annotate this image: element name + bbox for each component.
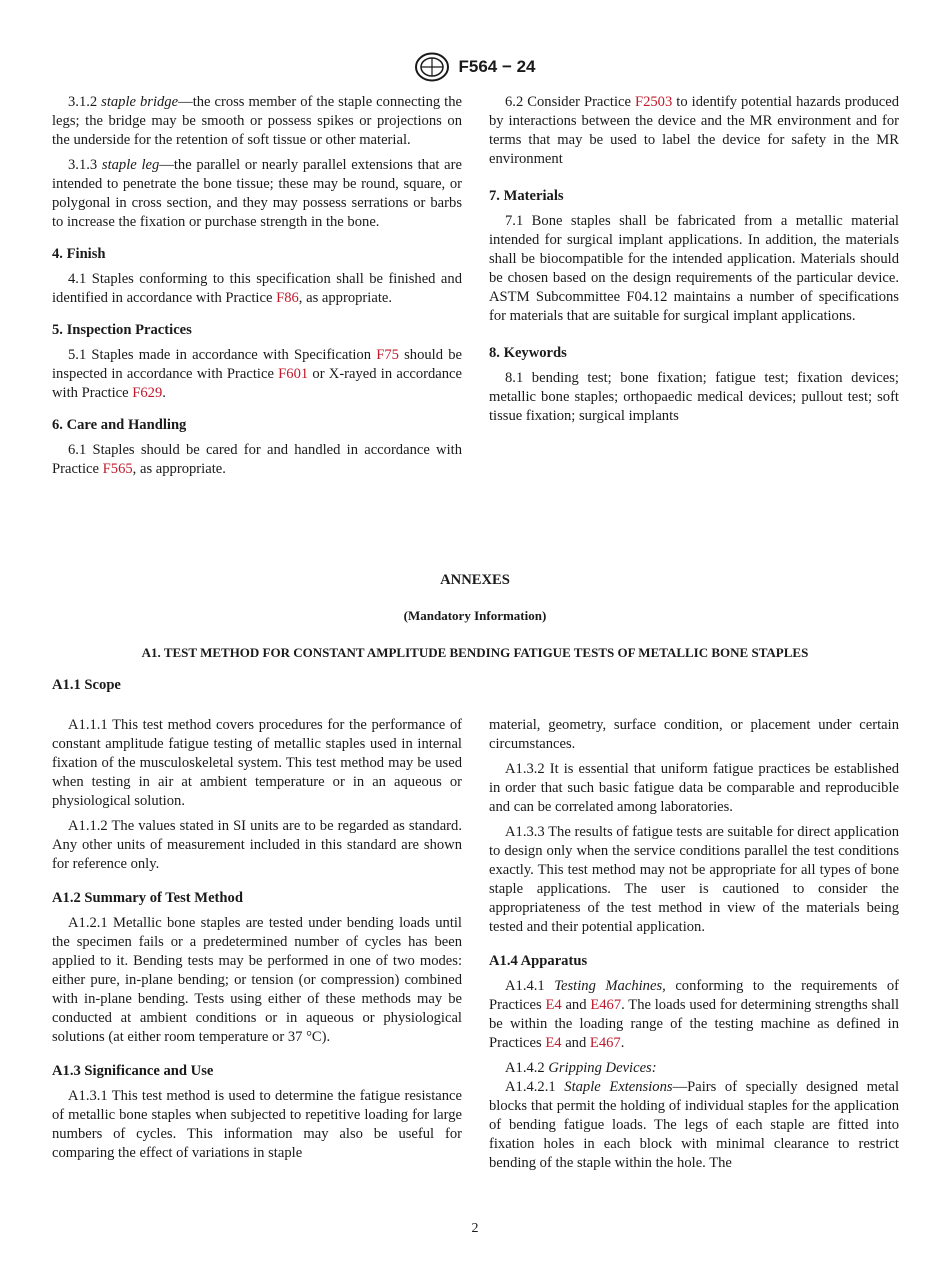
- top-left-column: [52, 93, 462, 485]
- annexes-subtitle: (Mandatory Information): [403, 608, 547, 623]
- link-e467[interactable]: E467: [590, 997, 622, 1013]
- section-a1-4-heading: A1.4 Apparatus: [489, 953, 588, 969]
- section-6-heading: 6. Care and Handling: [52, 417, 187, 433]
- annexes-title: ANNEXES: [440, 572, 510, 588]
- paragraph-a1-3-1-continued: material, geometry, surface condition, or placement under certain circumstances.: [489, 717, 899, 752]
- link-e467[interactable]: E467: [589, 1035, 621, 1051]
- paragraph-5-1: 5.1 Staples made in accordance with Specification F75 should be inspected in accordance with Practice F601 or X-rayed in accordance with Practice F629.: [52, 347, 463, 401]
- link-f2503[interactable]: F2503: [634, 94, 673, 110]
- section-7-heading: 7. Materials: [489, 188, 564, 204]
- paragraph-4-1: 4.1 Staples conforming to this specification shall be finished and identified in accordance with Practice F86, as appropriate.: [52, 271, 462, 306]
- section-4-heading: 4. Finish: [52, 246, 106, 262]
- section-a1-1-heading: A1.1 Scope: [52, 677, 121, 693]
- bottom-left-column: [52, 716, 462, 1169]
- paragraph-a1-2-1: A1.2.1 Metallic bone staples are tested under bending loads until the specimen fails or a predetermined number of cycles has been applied to it. Bending tests may be performed in one of two modes: either pure, in-plane bending; or tension (or compression) combined with in-plane bending. Tests using either of these methods may be conducted at ambient conditions or in aqueous or physiological solutions (at either room temperature or 37 °C).: [52, 915, 462, 1045]
- paragraph-a1-3-3: A1.3.3 The results of fatigue tests are suitable for direct application to design only when the service conditions parallel the test conditions exactly. This test method may not be appropriate for all types of bone staple applications. The user is cautioned to consider the appropriateness of the test method in view of the materials being tested and their potential application.: [489, 824, 899, 935]
- paragraph-a1-4-2: A1.4.2 Gripping Devices:: [505, 1060, 657, 1076]
- document-number: F564 − 24: [458, 57, 536, 76]
- section-a1-3-heading: A1.3 Significance and Use: [52, 1063, 214, 1079]
- section-a1-2-heading: A1.2 Summary of Test Method: [52, 890, 243, 906]
- link-f86[interactable]: F86: [276, 290, 299, 306]
- link-f565[interactable]: F565: [102, 461, 133, 477]
- paragraph-a1-4-2-1: A1.4.2.1 Staple Extensions—Pairs of specially designed metal blocks that permit the holding of individual staples for the application of bending fatigue loads. The legs of each staple are fitted into fixation holes in each block with minimal clearance to restrict bending of the staple within the hole. The: [489, 1079, 899, 1171]
- paragraph-6-1: 6.1 Staples should be cared for and handled in accordance with Practice F565, as appropriate.: [52, 442, 462, 477]
- annex-a1-title: A1. TEST METHOD FOR CONSTANT AMPLITUDE BENDING FATIGUE TESTS OF METALLIC BONE STAPLES: [141, 645, 809, 660]
- link-e4[interactable]: E4: [545, 1035, 562, 1051]
- paragraph-8-1: 8.1 bending test; bone fixation; fatigue test; fixation devices; metallic bone staples; orthopaedic medical devices; pullout test; soft tissue fixation; surgical implants: [489, 370, 899, 424]
- paragraph-a1-1-2: A1.1.2 The values stated in SI units are to be regarded as standard. Any other units of measurement included in this standard are shown for reference only.: [52, 818, 462, 872]
- paragraph-3-1-3: 3.1.3 staple leg—the parallel or nearly parallel extensions that are intended to penetrate the bone tissue; these may be round, square, or polygonal in cross section, and they may possess serrations or barbs to increase the fixation or purchase strength in the bone.: [52, 157, 462, 230]
- paragraph-6-2: 6.2 Consider Practice F2503 to identify potential hazards produced by interactions between the device and the MR environment and for terms that may be used to label the device for safety in the MR environment: [489, 94, 899, 167]
- section-8-heading: 8. Keywords: [489, 345, 567, 361]
- astm-logo-icon: [414, 52, 450, 82]
- link-f629[interactable]: F629: [132, 385, 163, 401]
- link-f601[interactable]: F601: [278, 366, 309, 382]
- bottom-right-column: [489, 716, 899, 1179]
- paragraph-a1-3-1: A1.3.1 This test method is used to determine the fatigue resistance of metallic bone staples when subjected to repetitive loading for large numbers of cycles. This information may also be useful for comparing the effect of variations in staple: [52, 1088, 462, 1161]
- paragraph-a1-1-1: A1.1.1 This test method covers procedures for the performance of constant amplitude fatigue testing of metallic staples used in internal fixation of the musculoskeletal system. This test method may be used when testing in air at ambient temperature or in an aqueous or physiological solution.: [52, 717, 462, 809]
- link-e4[interactable]: E4: [545, 997, 562, 1013]
- link-f75[interactable]: F75: [376, 347, 399, 363]
- paragraph-7-1: 7.1 Bone staples shall be fabricated from a metallic material intended for surgical implant applications. In addition, the materials shall be biocompatible for the intended application. Materials should be chosen based on the design requirements of the particular device. ASTM Subcommittee F04.12 maintains a number of specifications for materials that are suitable for surgical implant applications.: [489, 213, 899, 324]
- paragraph-a1-4-1: A1.4.1 Testing Machines, conforming to the requirements of Practices E4 and E467. The loads used for determining strengths shall be within the loading range of the testing machine as defined in Practices E4 and E467.: [489, 978, 899, 1051]
- section-5-heading: 5. Inspection Practices: [52, 322, 192, 338]
- page-header: [0, 52, 950, 82]
- page-number: 2: [471, 1221, 479, 1236]
- paragraph-a1-3-2: A1.3.2 It is essential that uniform fatigue practices be established in order that such basic fatigue data be comparable and reproducible and can be correlated among laboratories.: [489, 761, 899, 815]
- top-right-column: [489, 93, 899, 432]
- paragraph-3-1-2: 3.1.2 staple bridge—the cross member of the staple connecting the legs; the bridge may be smooth or possess spikes or projections on the underside for the retention of soft tissue or other material.: [52, 94, 462, 148]
